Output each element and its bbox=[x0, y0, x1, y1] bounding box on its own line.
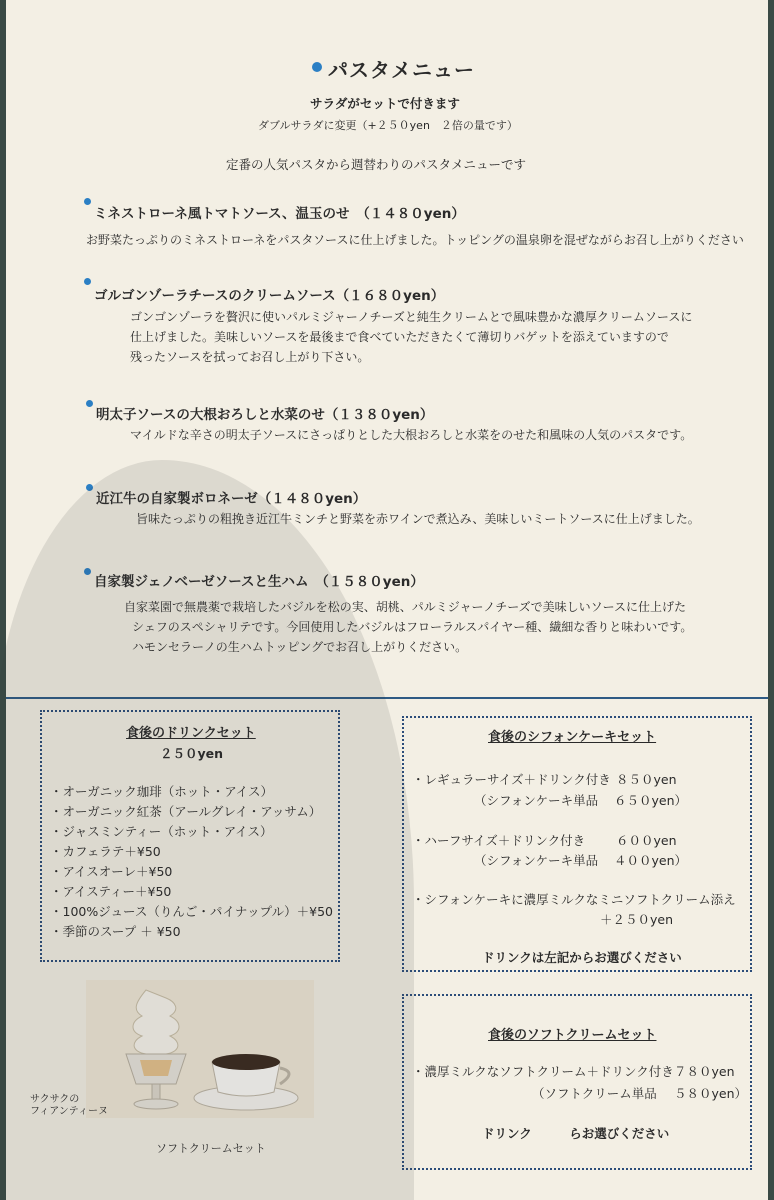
salad-note: サラダがセットで付きます bbox=[310, 96, 460, 111]
pasta-item-desc: マイルドな辛さの明太子ソースにさっぱりとした大根おろしと水菜をのせた和風味の人気のパスタです。 bbox=[130, 428, 693, 442]
pasta-item-name: ゴルゴンゾーラチースのクリームソース（１６８０yen） bbox=[94, 288, 445, 304]
soft-cream-set-box bbox=[402, 994, 752, 1170]
drink-item: ・季節のスープ ＋ ¥50 bbox=[50, 924, 181, 939]
soft-cream-illustration bbox=[86, 980, 314, 1118]
section-divider bbox=[6, 697, 768, 699]
pasta-item-name: 近江牛の自家製ボロネーゼ（１４８０yen） bbox=[96, 491, 367, 507]
soft-row-label: （ソフトクリーム単品 bbox=[532, 1086, 657, 1101]
chiffon-extra: ・シフォンケーキに濃厚ミルクなミニソフトクリーム添え bbox=[412, 892, 736, 907]
drink-item: ・アイスティー＋¥50 bbox=[50, 884, 172, 899]
soft-row-label: ・濃厚ミルクなソフトクリーム＋ドリンク付き bbox=[412, 1064, 674, 1079]
drink-item: ・アイスオーレ＋¥50 bbox=[50, 864, 173, 879]
illustration-caption: ソフトクリームセット bbox=[156, 1142, 266, 1155]
page-title: パスタメニュー bbox=[328, 58, 475, 82]
pasta-item-desc: 自家菜園で無農薬で栽培したバジルを松の実、胡桃、パルミジャーノチーズで美味しいソースに仕上げた bbox=[124, 600, 687, 614]
drink-item: ・100%ジュース（りんご・パイナップル）＋¥50 bbox=[50, 904, 333, 919]
drink-set-price: ２５０yen bbox=[160, 746, 224, 761]
item-bullet-icon bbox=[84, 568, 91, 575]
chiffon-extra-price: ＋２５０yen bbox=[600, 912, 674, 927]
drink-item: ・オーガニック珈琲（ホット・アイス） bbox=[50, 784, 274, 799]
drink-item: ・オーガニック紅茶（アールグレイ・アッサム） bbox=[50, 804, 322, 819]
fiantine-label-line2: フィアンティーヌ bbox=[30, 1106, 108, 1117]
chiffon-row-label: （シフォンケーキ単品 bbox=[474, 853, 599, 868]
chiffon-set-title: 食後のシフォンケーキセット bbox=[488, 730, 657, 745]
dessert-drawing bbox=[86, 980, 314, 1118]
chiffon-set-box bbox=[402, 716, 752, 972]
chiffon-row-label: （シフォンケーキ単品 bbox=[474, 793, 599, 808]
menu-page bbox=[6, 0, 768, 1200]
title-bullet-icon bbox=[312, 62, 322, 72]
double-salad-note: ダブルサラダに変更（+２５０yen ２倍の量です） bbox=[258, 119, 518, 132]
item-bullet-icon bbox=[86, 400, 93, 407]
chiffon-row-label: ・レギュラーサイズ＋ドリンク付き bbox=[412, 772, 611, 787]
item-bullet-icon bbox=[86, 484, 93, 491]
chiffon-footer: ドリンクは左記からお選びください bbox=[482, 950, 682, 965]
chiffon-row-price: ６５０yen） bbox=[614, 793, 688, 808]
soft-row-price: ５８０yen） bbox=[674, 1086, 748, 1101]
pasta-item-desc: ゴンゴンゾーラを贅沢に使いパルミジャーノチーズと純生クリームとで風味豊かな濃厚クリームソースに bbox=[130, 310, 693, 324]
pasta-item-name: 明太子ソースの大根おろしと水菜のせ（１３８０yen） bbox=[96, 407, 434, 423]
fiantine-label-line1: サクサクの bbox=[30, 1094, 80, 1105]
drink-item: ・ジャスミンティー（ホット・アイス） bbox=[50, 824, 273, 839]
drink-set-title: 食後のドリンクセット bbox=[126, 726, 256, 741]
item-bullet-icon bbox=[84, 198, 91, 205]
pasta-item-desc: シェフのスペシャリテです。今回使用したバジルはフローラルスパイヤー種、繊細な香りと味わいです。 bbox=[132, 620, 693, 634]
pasta-item-desc: 仕上げました。美味しいソースを最後まで食べていただきたくて薄切りバゲットを添えていますので bbox=[130, 330, 669, 344]
fiantine-label bbox=[30, 1094, 108, 1118]
item-bullet-icon bbox=[84, 278, 91, 285]
pasta-item-name: ミネストローネ風トマトソース、温玉のせ （１４８０yen） bbox=[94, 206, 465, 222]
chiffon-row-label: ・ハーフサイズ＋ドリンク付き bbox=[412, 833, 586, 848]
drink-set-box bbox=[40, 710, 340, 962]
chiffon-row-price: ６００yen bbox=[616, 833, 677, 848]
soft-set-title: 食後のソフトクリームセット bbox=[488, 1028, 657, 1043]
chiffon-row-price: ４００yen） bbox=[614, 853, 688, 868]
soft-row-price: ７８０yen bbox=[674, 1064, 735, 1079]
intro-text: 定番の人気パスタから週替わりのパスタメニューです bbox=[226, 157, 527, 172]
pasta-item-desc: お野菜たっぷりのミネストローネをパスタソースに仕上げました。トッピングの温泉卵を混ぜながらお召し上がりください bbox=[86, 233, 744, 247]
pasta-item-name: 自家製ジェノベーゼソースと生ハム （１５８０yen） bbox=[94, 574, 424, 590]
pasta-item-desc: 残ったソースを拭ってお召し上がり下さい。 bbox=[130, 350, 370, 364]
pasta-item-desc: 旨味たっぷりの粗挽き近江牛ミンチと野菜を赤ワインで煮込み、美味しいミートソースに仕上げました。 bbox=[136, 512, 700, 526]
chiffon-row-price: ８５０yen bbox=[616, 772, 677, 787]
soft-footer: ドリンク らお選びください bbox=[482, 1126, 670, 1141]
pasta-item-desc: ハモンセラーノの生ハムトッピングでお召し上がりください。 bbox=[132, 640, 468, 654]
drink-item: ・カフェラテ＋¥50 bbox=[50, 844, 161, 859]
